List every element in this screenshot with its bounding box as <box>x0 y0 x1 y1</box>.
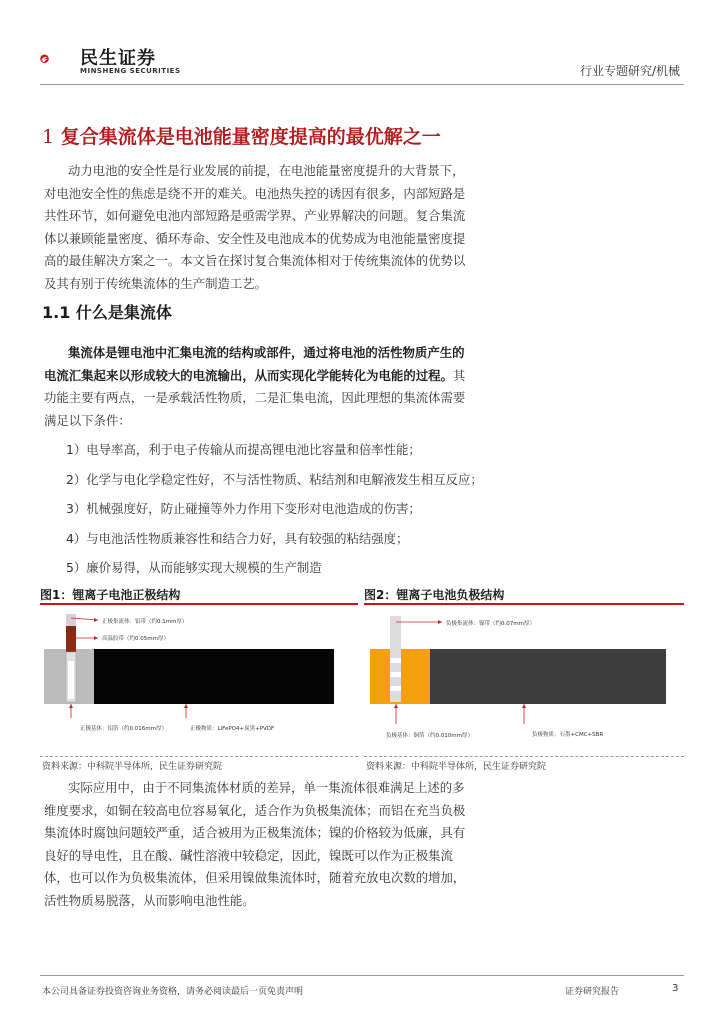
logo-text: 民生证券 <box>80 48 156 69</box>
figure-1-source: 资料来源：中科院半导体所，民生证券研究院 <box>42 762 223 772</box>
logo-subtitle: MINSHENG SECURITIES <box>80 67 181 75</box>
positive-active-label: 正极物质：LiFePO4+炭黑+PVDF <box>190 726 275 732</box>
positive-tab-label: 正极集流体：铝带（约0.1mm厚） <box>102 619 188 625</box>
negative-active-label: 负极物质：石墨+CMC+SBR <box>532 732 604 738</box>
section-1-paragraph: 动力电池的安全性是行业发展的前提，在电池能量密度提升的大背景下，对电池安全性的焦虑是绕不开的难关。电池热失控的诱因有很多，内部短路是共性环节，如何避免电池内部短路是亟需学界、产业界解决的问题。复合集流体以兼顾能量密度、循环寿命、安全性及电池成本的优势成为电池能量密度提高的最佳解决方案之一。本文旨在探讨复合集流体相对于传统集流体的优势以及其有别于传统集流体的生产制造工艺。 <box>44 163 466 291</box>
figure-2-rule <box>364 603 684 605</box>
header-divider <box>40 84 684 85</box>
negative-active-layer <box>430 649 666 704</box>
definition-paragraph <box>44 342 474 432</box>
minsheng-logo-icon <box>40 40 78 78</box>
positive-tape <box>66 626 76 652</box>
positive-active-layer <box>94 649 334 704</box>
figure-1-diagram <box>40 606 358 752</box>
figure-1-rule <box>40 603 358 605</box>
figure-2-diagram <box>364 606 684 752</box>
figure-2-bottom-rule <box>364 756 684 757</box>
negative-substrate-label: 负极基体：铜箔（约0.010mm厚） <box>386 733 473 739</box>
figure-2-source: 资料来源：中科院半导体所，民生证券研究院 <box>366 762 547 772</box>
page-number: 3 <box>672 983 679 994</box>
figure-1-title: 图1：锂离子电池正极结构 <box>40 588 181 602</box>
definition-normal-text: 其功能主要有两点，一是承载活性物质，二是汇集电流，因此理想的集流体需要满足以下条件： <box>44 367 466 428</box>
figure-1-bottom-rule <box>40 756 358 757</box>
section-1-title: 复合集流体是电池能量密度提高的最优解之一 <box>60 126 441 148</box>
figure-2-title: 图2：锂离子电池负极结构 <box>364 588 505 602</box>
positive-tape-label: 高温胶带（约0.05mm厚） <box>102 636 169 642</box>
condition-item-2: 2）化学与电化学稳定性好，不与活性物质、粘结剂和电解液发生相互反应； <box>66 472 483 487</box>
positive-tab <box>66 614 76 626</box>
application-paragraph: 实际应用中，由于不同集流体材质的差异，单一集流体很难满足上述的多维度要求，如铜在较高电位容易氧化，适合作为负极集流体；而铝在充当负极集流体时腐蚀问题较严重，适合被用为正极集流体；镍的价格较为低廉，具有良好的导电性，且在酸、碱性溶液中较稳定，因此，镍既可以作为正极集流体，也可以作为负极集流体，但采用镍做集流体时，随着充放电次数的增加，活性物质易脱落，从而影响电池性能。 <box>44 780 466 908</box>
footer-report-type: 证券研究报告 <box>565 987 620 997</box>
condition-item-4: 4）与电池活性物质兼容性和结合力好，具有较强的粘结强度； <box>66 531 409 546</box>
section-1-heading <box>42 122 441 149</box>
positive-substrate-label: 正极基体：铝箔（约0.016mm厚） <box>80 726 167 732</box>
negative-tab-label: 负极集流体：镍带（约0.07mm厚） <box>446 621 535 627</box>
positive-tab-inner <box>68 661 74 699</box>
section-1-1-heading: 1.1 什么是集流体 <box>42 303 172 322</box>
footer-disclaimer: 本公司具备证券投资咨询业务资格，请务必阅读最后一页免责声明 <box>42 987 304 997</box>
condition-item-3: 3）机械强度好，防止碰撞等外力作用下变形对电池造成的伤害； <box>66 501 421 516</box>
condition-item-1: 1）电导率高，利于电子传输从而提高锂电池比容量和倍率性能； <box>66 442 421 457</box>
definition-bold-text: 集流体是锂电池中汇集电流的结构或部件，通过将电池的活性物质产生的电流汇集起来以形成较大的电流输出，从而实现化学能转化为电能的过程。 <box>44 345 465 383</box>
section-1-number: 1 <box>42 126 55 148</box>
report-category: 行业专题研究/机械 <box>579 64 680 78</box>
footer-divider <box>40 975 684 976</box>
condition-item-5: 5）廉价易得，从而能够实现大规模的生产制造 <box>66 560 322 575</box>
